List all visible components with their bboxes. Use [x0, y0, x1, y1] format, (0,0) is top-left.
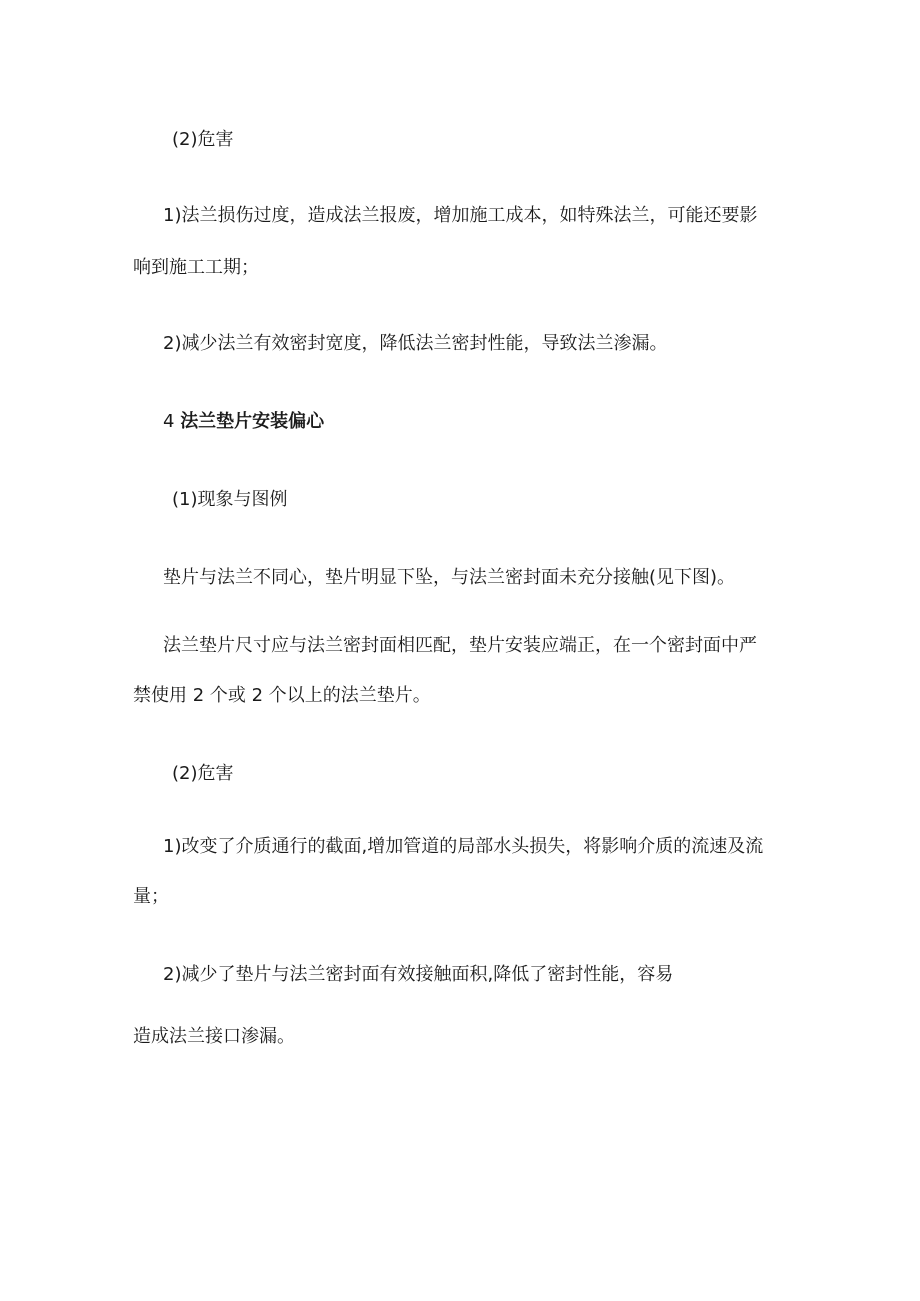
subsection-heading-phenomenon: (1)现象与图例	[172, 489, 288, 510]
eccentric-hazard-item-2-line-2: 造成法兰接口渗漏。	[133, 1026, 295, 1047]
hazard-item-1-line-2: 响到施工工期；	[133, 257, 259, 278]
hazard-item-2: 2)减少法兰有效密封宽度，降低法兰密封性能，导致法兰渗漏。	[163, 333, 668, 354]
section-4-title: 法兰垫片安装偏心	[180, 411, 325, 432]
phenomenon-paragraph: 垫片与法兰不同心，垫片明显下坠，与法兰密封面未充分接触(见下图)。	[163, 567, 736, 588]
requirement-paragraph-line-1: 法兰垫片尺寸应与法兰密封面相匹配，垫片安装应端正，在一个密封面中严	[163, 635, 757, 656]
hazard-item-1-line-1: 1)法兰损伤过度，造成法兰报废，增加施工成本，如特殊法兰，可能还要影	[163, 205, 758, 226]
eccentric-hazard-item-1-line-1: 1)改变了介质通行的截面,增加管道的局部水头损失，将影响介质的流速及流	[163, 836, 764, 857]
requirement-paragraph-line-2: 禁使用 2 个或 2 个以上的法兰垫片。	[133, 685, 431, 706]
section-4-number: 4	[163, 411, 175, 432]
section-heading-hazard: (2)危害	[172, 129, 234, 150]
section-4-heading	[163, 410, 324, 434]
eccentric-hazard-item-1-line-2: 量；	[133, 886, 169, 907]
eccentric-hazard-item-2-line-1: 2)减少了垫片与法兰密封面有效接触面积,降低了密封性能，容易	[163, 964, 674, 985]
subsection-heading-hazard: (2)危害	[172, 763, 234, 784]
